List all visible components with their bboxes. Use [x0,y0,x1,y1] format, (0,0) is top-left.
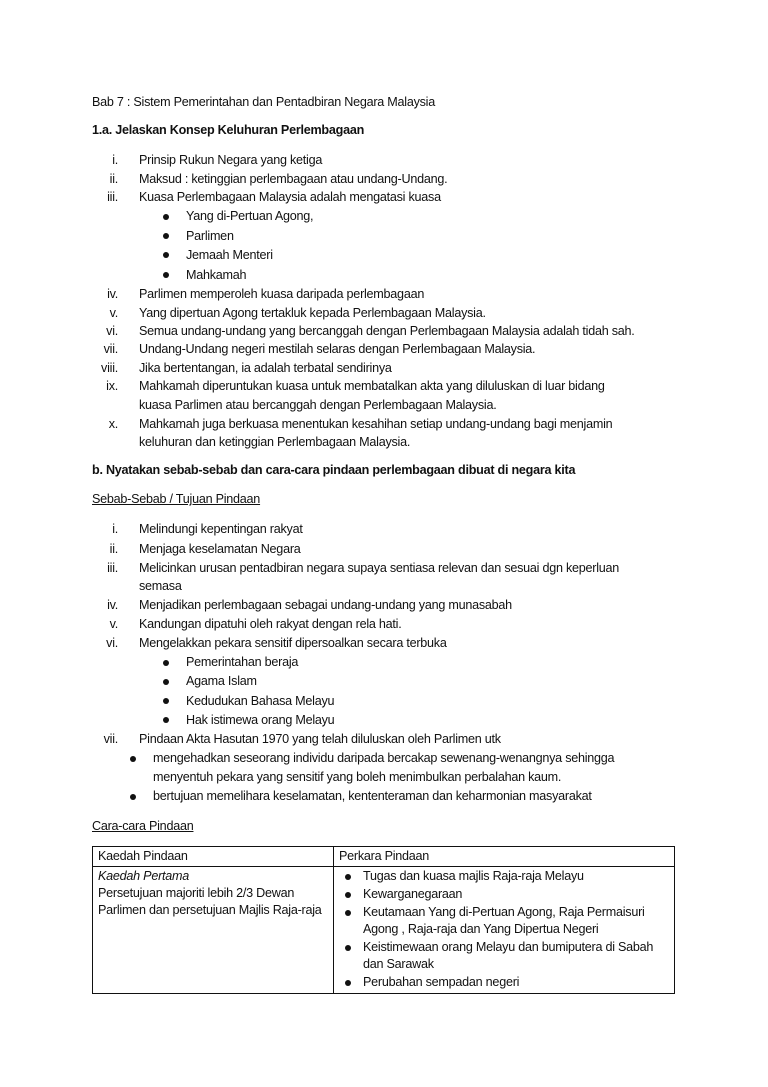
section-a-title: 1.a. Jelaskan Konsep Keluhuran Perlembagaan [92,123,365,137]
section-b-title: b. Nyatakan sebab-sebab dan cara-cara pindaan perlembagaan dibuat di negara kita [92,463,576,477]
table-row [93,867,675,994]
bullet-icon [163,698,169,704]
b-item-text-cont: semasa [139,579,182,593]
a-item-text: Undang-Undang negeri mestilah selaras dengan Perlembagaan Malaysia. [139,342,536,356]
a-item-text: Mahkamah juga berkuasa menentukan kesahihan setiap undang-undang bagi menjamin [139,417,613,431]
vii-bullet: mengehadkan seseorang individu daripada bercakap sewenang-wenangnya sehingga [153,751,615,765]
perkara-text: Keutamaan Yang di-Pertuan Agong, Raja Permaisuri Agong , Raja-raja dan Yang Dipertua Negeri [363,905,645,936]
sebab-heading: Sebab-Sebab / Tujuan Pindaan [92,492,261,506]
b-item-text: Melindungi kepentingan rakyat [139,522,303,536]
vii-bullet: bertujuan memelihara keselamatan, kententeraman dan keharmonian masyarakat [153,789,592,803]
b-item-text: Menjaga keselamatan Negara [139,542,301,556]
a-item-text: Mahkamah diperuntukan kuasa untuk membatalkan akta yang diluluskan di luar bidang [139,379,605,393]
bullet-icon [163,717,169,723]
perkara-text: Keistimewaan orang Melayu dan bumiputera di Sabah dan Sarawak [363,940,654,971]
chapter-heading: Bab 7 : Sistem Pemerintahan dan Pentadbiran Negara Malaysia [92,95,435,109]
a-item-text-cont: kuasa Parlimen atau bercanggah dengan Perlembagaan Malaysia. [139,398,497,412]
a-item-text: Semua undang-undang yang bercanggah dengan Perlembagaan Malaysia adalah tidah sah. [139,324,635,338]
b-item-text: Menjadikan perlembagaan sebagai undang-undang yang munasabah [139,598,512,612]
perkara-text: Perubahan sempadan negeri [363,975,520,989]
a-item-num: i. [112,153,118,167]
b-item-num: ii. [109,542,118,556]
b-item-num: vi. [106,636,118,650]
vii-bullet-cont: menyentuh pekara yang sensitif yang boleh menimbulkan perbalahan kaum. [153,770,562,784]
a-sub-bullet: Yang di-Pertuan Agong, [186,209,314,223]
bullet-icon [345,980,351,986]
b-item-text: Mengelakkan pekara sensitif dipersoalkan secara terbuka [139,636,447,650]
a-sub-bullet: Parlimen [186,229,234,243]
bullet-icon [163,233,169,239]
a-item-num: vi. [106,324,118,338]
a-item-text: Parlimen memperoleh kuasa daripada perlembagaan [139,287,425,301]
perkara-text: Tugas dan kuasa majlis Raja-raja Melayu [363,869,584,883]
list-item [339,868,669,885]
bullet-icon [345,892,351,898]
b-sub-bullet: Pemerintahan beraja [186,655,299,669]
b-item-num: iv. [107,598,118,612]
a-sub-bullet: Jemaah Menteri [186,248,273,262]
table-header-row [93,847,675,867]
cara-heading: Cara-cara Pindaan [92,819,194,833]
b-sub-bullet: Hak istimewa orang Melayu [186,713,335,727]
a-item-text: Yang dipertuan Agong tertakluk kepada Perlembagaan Malaysia. [139,306,486,320]
perkara-list [339,868,669,991]
bullet-icon [163,660,169,666]
list-item [339,939,669,973]
perkara-cell [334,867,675,994]
b-item-num: v. [109,617,118,631]
a-item-text: Maksud : ketinggian perlembagaan atau undang-Undang. [139,172,448,186]
table-header-cell: Kaedah Pindaan [93,847,334,867]
a-item-num: v. [109,306,118,320]
bullet-icon [345,910,351,916]
list-item [339,974,669,991]
bullet-icon [163,252,169,258]
bullet-icon [163,272,169,278]
a-sub-bullet: Mahkamah [186,268,247,282]
b-sub-bullet: Kedudukan Bahasa Melayu [186,694,335,708]
bullet-icon [130,794,136,800]
a-item-num: vii. [103,342,118,356]
bullet-icon [163,679,169,685]
a-item-text: Kuasa Perlembagaan Malaysia adalah mengatasi kuasa [139,190,441,204]
b-item-text: Kandungan dipatuhi oleh rakyat dengan rela hati. [139,617,402,631]
a-item-text-cont: keluhuran dan ketinggian Perlembagaan Malaysia. [139,435,411,449]
table-header-cell: Perkara Pindaan [334,847,675,867]
a-item-text: Prinsip Rukun Negara yang ketiga [139,153,323,167]
a-item-num: ii. [109,172,118,186]
pindaan-table [92,846,675,994]
bullet-icon [130,756,136,762]
perkara-text: Kewarganegaraan [363,887,463,901]
bullet-icon [345,874,351,880]
bullet-icon [163,214,169,220]
method-cell [93,867,334,994]
list-item [339,904,669,938]
bullet-icon [345,945,351,951]
method-title: Kaedah Pertama [98,869,190,883]
b-item-num: iii. [107,561,118,575]
a-item-text: Jika bertentangan, ia adalah terbatal sendirinya [139,361,392,375]
a-item-num: viii. [101,361,118,375]
a-item-num: ix. [106,379,118,393]
method-text: Persetujuan majoriti lebih 2/3 Dewan Parlimen dan persetujuan Majlis Raja-raja [98,886,322,917]
b-item-num: vii. [103,732,118,746]
b-sub-bullet: Agama Islam [186,674,257,688]
a-item-num: x. [108,417,118,431]
b-item-text: Pindaan Akta Hasutan 1970 yang telah diluluskan oleh Parlimen utk [139,732,501,746]
b-item-num: i. [112,522,118,536]
a-item-num: iii. [107,190,118,204]
list-item [339,886,669,903]
b-item-text: Melicinkan urusan pentadbiran negara supaya sentiasa relevan dan sesuai dgn keperluan [139,561,620,575]
a-item-num: iv. [107,287,118,301]
